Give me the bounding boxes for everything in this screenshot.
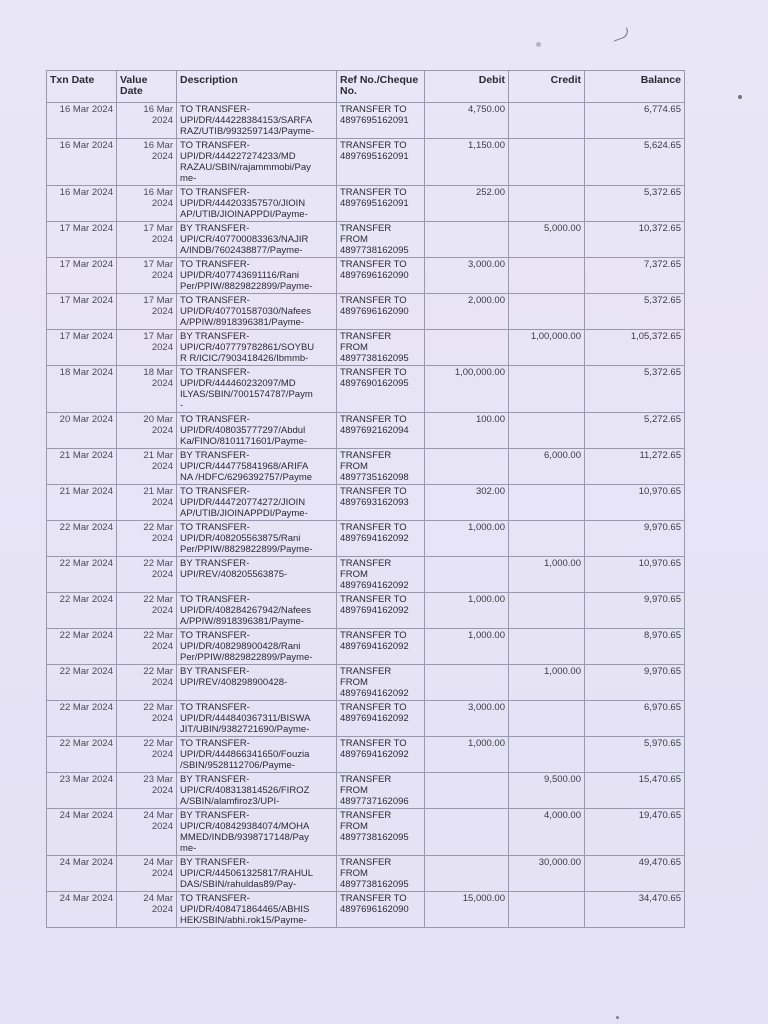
debit-cell: 1,000.00 [425,593,509,629]
debit-cell [425,557,509,593]
table-row [47,294,685,330]
value-date-cell: 17 Mar 2024 [117,294,177,330]
ref-no-cell: TRANSFER TO 4897690162095 [337,366,425,413]
value-date-cell: 22 Mar 2024 [117,737,177,773]
ref-no-cell: TRANSFER FROM 4897694162092 [337,557,425,593]
debit-cell: 302.00 [425,485,509,521]
value-date-cell: 22 Mar 2024 [117,593,177,629]
table-row [47,521,685,557]
description-cell: TO TRANSFER- UPI/DR/408035777297/Abdul Ka/FINO/8101171601/Payme- [177,413,337,449]
txn-date-cell: 22 Mar 2024 [47,593,117,629]
credit-cell [509,258,585,294]
txn-date-cell: 24 Mar 2024 [47,892,117,928]
table-row [47,856,685,892]
description-cell: BY TRANSFER- UPI/REV/408205563875- [177,557,337,593]
credit-cell [509,521,585,557]
debit-cell: 3,000.00 [425,701,509,737]
balance-cell: 6,970.65 [585,701,685,737]
description-cell: TO TRANSFER- UPI/DR/408471864465/ABHIS HEK/SBIN/abhi.rok15/Payme- [177,892,337,928]
description-cell: BY TRANSFER- UPI/CR/444775841968/ARIFA NA /HDFC/6296392757/Payme [177,449,337,485]
ref-no-cell: TRANSFER TO 4897694162092 [337,701,425,737]
scan-speck [738,95,742,99]
table-row [47,258,685,294]
ref-no-cell: TRANSFER FROM 4897738162095 [337,330,425,366]
ref-no-cell: TRANSFER TO 4897694162092 [337,629,425,665]
value-date-cell: 17 Mar 2024 [117,258,177,294]
balance-cell: 9,970.65 [585,593,685,629]
credit-cell [509,629,585,665]
credit-cell: 6,000.00 [509,449,585,485]
balance-cell: 6,774.65 [585,103,685,139]
credit-cell [509,485,585,521]
credit-cell: 1,000.00 [509,665,585,701]
value-date-cell: 24 Mar 2024 [117,809,177,856]
balance-cell: 5,624.65 [585,139,685,186]
description-cell: BY TRANSFER- UPI/CR/445061325817/RAHUL DAS/SBIN/rahuldas89/Pay- [177,856,337,892]
description-cell: BY TRANSFER- UPI/CR/408313814526/FIROZ A/SBIN/alamfiroz3/UPI- [177,773,337,809]
debit-cell: 4,750.00 [425,103,509,139]
debit-cell [425,449,509,485]
statement-table [46,70,685,928]
value-date-cell: 21 Mar 2024 [117,485,177,521]
statement-body [47,103,685,928]
txn-date-cell: 21 Mar 2024 [47,449,117,485]
ref-no-cell: TRANSFER TO 4897695162091 [337,139,425,186]
ref-no-cell: TRANSFER TO 4897694162092 [337,521,425,557]
description-cell: TO TRANSFER- UPI/DR/444460232097/MD ILYAS/SBIN/7001574787/Paym - [177,366,337,413]
credit-cell [509,892,585,928]
txn-date-cell: 23 Mar 2024 [47,773,117,809]
debit-cell: 100.00 [425,413,509,449]
description-cell: TO TRANSFER- UPI/DR/407701587030/Nafees A/PPIW/8918396381/Payme- [177,294,337,330]
txn-date-cell: 20 Mar 2024 [47,413,117,449]
header-value-date: Value Date [117,71,177,103]
header-txn-date: Txn Date [47,71,117,103]
txn-date-cell: 16 Mar 2024 [47,139,117,186]
txn-date-cell: 16 Mar 2024 [47,186,117,222]
txn-date-cell: 17 Mar 2024 [47,222,117,258]
credit-cell [509,701,585,737]
value-date-cell: 23 Mar 2024 [117,773,177,809]
ref-no-cell: TRANSFER TO 4897692162094 [337,413,425,449]
txn-date-cell: 17 Mar 2024 [47,258,117,294]
description-cell: TO TRANSFER- UPI/DR/444720774272/JIOIN AP/UTIB/JIOINAPPDI/Payme- [177,485,337,521]
balance-cell: 5,272.65 [585,413,685,449]
credit-cell [509,186,585,222]
ref-no-cell: TRANSFER FROM 4897694162092 [337,665,425,701]
description-cell: TO TRANSFER- UPI/DR/444840367311/BISWA JIT/UBIN/9382721690/Payme- [177,701,337,737]
ref-no-cell: TRANSFER TO 4897694162092 [337,737,425,773]
ref-no-cell: TRANSFER TO 4897696162090 [337,892,425,928]
balance-cell: 5,372.65 [585,366,685,413]
description-cell: TO TRANSFER- UPI/DR/407743691116/Rani Per/PPIW/8829822899/Payme- [177,258,337,294]
ref-no-cell: TRANSFER TO 4897693162093 [337,485,425,521]
table-row [47,773,685,809]
credit-cell [509,593,585,629]
description-cell: TO TRANSFER- UPI/DR/408298900428/Rani Per/PPIW/8829822899/Payme- [177,629,337,665]
balance-cell: 19,470.65 [585,809,685,856]
ref-no-cell: TRANSFER TO 4897695162091 [337,103,425,139]
value-date-cell: 16 Mar 2024 [117,186,177,222]
table-row [47,593,685,629]
value-date-cell: 17 Mar 2024 [117,222,177,258]
credit-cell [509,103,585,139]
txn-date-cell: 16 Mar 2024 [47,103,117,139]
credit-cell [509,294,585,330]
ref-no-cell: TRANSFER FROM 4897738162095 [337,856,425,892]
value-date-cell: 21 Mar 2024 [117,449,177,485]
description-cell: BY TRANSFER- UPI/CR/408429384074/MOHA MMED/INDB/9398717148/Pay me- [177,809,337,856]
txn-date-cell: 17 Mar 2024 [47,330,117,366]
debit-cell: 1,000.00 [425,521,509,557]
credit-cell: 4,000.00 [509,809,585,856]
ref-no-cell: TRANSFER FROM 4897735162098 [337,449,425,485]
debit-cell [425,222,509,258]
balance-cell: 49,470.65 [585,856,685,892]
balance-cell: 10,970.65 [585,485,685,521]
description-cell: TO TRANSFER- UPI/DR/444866341650/Fouzia /SBIN/9528112706/Payme- [177,737,337,773]
debit-cell [425,665,509,701]
credit-cell [509,366,585,413]
value-date-cell: 24 Mar 2024 [117,892,177,928]
value-date-cell: 16 Mar 2024 [117,103,177,139]
header-credit: Credit [509,71,585,103]
txn-date-cell: 21 Mar 2024 [47,485,117,521]
table-row [47,330,685,366]
description-cell: TO TRANSFER- UPI/DR/444228384153/SARFA RAZ/UTIB/9932597143/Payme- [177,103,337,139]
credit-cell: 1,000.00 [509,557,585,593]
description-cell: TO TRANSFER- UPI/DR/408284267942/Nafees A/PPIW/8918396381/Payme- [177,593,337,629]
balance-cell: 9,970.65 [585,665,685,701]
table-row [47,809,685,856]
txn-date-cell: 22 Mar 2024 [47,557,117,593]
value-date-cell: 18 Mar 2024 [117,366,177,413]
table-row [47,665,685,701]
txn-date-cell: 18 Mar 2024 [47,366,117,413]
table-row [47,139,685,186]
balance-cell: 7,372.65 [585,258,685,294]
header-debit: Debit [425,71,509,103]
header-balance: Balance [585,71,685,103]
balance-cell: 15,470.65 [585,773,685,809]
txn-date-cell: 24 Mar 2024 [47,856,117,892]
table-row [47,186,685,222]
balance-cell: 10,970.65 [585,557,685,593]
ref-no-cell: TRANSFER FROM 4897737162096 [337,773,425,809]
ref-no-cell: TRANSFER TO 4897696162090 [337,294,425,330]
debit-cell: 15,000.00 [425,892,509,928]
table-row [47,222,685,258]
ref-no-cell: TRANSFER TO 4897696162090 [337,258,425,294]
balance-cell: 8,970.65 [585,629,685,665]
ref-no-cell: TRANSFER FROM 4897738162095 [337,809,425,856]
credit-cell: 9,500.00 [509,773,585,809]
ref-no-cell: TRANSFER FROM 4897738162095 [337,222,425,258]
balance-cell: 1,05,372.65 [585,330,685,366]
txn-date-cell: 22 Mar 2024 [47,665,117,701]
txn-date-cell: 17 Mar 2024 [47,294,117,330]
value-date-cell: 16 Mar 2024 [117,139,177,186]
txn-date-cell: 22 Mar 2024 [47,737,117,773]
pen-mark [611,27,630,41]
credit-cell: 5,000.00 [509,222,585,258]
header-description: Description [177,71,337,103]
debit-cell [425,856,509,892]
table-row [47,892,685,928]
credit-cell: 1,00,000.00 [509,330,585,366]
balance-cell: 5,372.65 [585,186,685,222]
debit-cell: 3,000.00 [425,258,509,294]
table-row [47,103,685,139]
value-date-cell: 22 Mar 2024 [117,557,177,593]
value-date-cell: 20 Mar 2024 [117,413,177,449]
table-row [47,701,685,737]
debit-cell [425,773,509,809]
balance-cell: 11,272.65 [585,449,685,485]
ref-no-cell: TRANSFER TO 4897694162092 [337,593,425,629]
description-cell: BY TRANSFER- UPI/CR/407779782861/SOYBU R R/ICIC/7903418426/Ibmmb- [177,330,337,366]
txn-date-cell: 22 Mar 2024 [47,521,117,557]
balance-cell: 34,470.65 [585,892,685,928]
table-row [47,366,685,413]
description-cell: BY TRANSFER- UPI/REV/408298900428- [177,665,337,701]
value-date-cell: 22 Mar 2024 [117,629,177,665]
table-row [47,557,685,593]
balance-cell: 10,372.65 [585,222,685,258]
value-date-cell: 24 Mar 2024 [117,856,177,892]
debit-cell: 252.00 [425,186,509,222]
value-date-cell: 22 Mar 2024 [117,701,177,737]
debit-cell [425,809,509,856]
header-row [47,71,685,103]
value-date-cell: 22 Mar 2024 [117,665,177,701]
ref-no-cell: TRANSFER TO 4897695162091 [337,186,425,222]
description-cell: TO TRANSFER- UPI/DR/408205563875/Rani Per/PPIW/8829822899/Payme- [177,521,337,557]
table-row [47,737,685,773]
credit-cell [509,737,585,773]
description-cell: TO TRANSFER- UPI/DR/444203357570/JIOIN AP/UTIB/JIOINAPPDI/Payme- [177,186,337,222]
header-ref-no: Ref No./Cheque No. [337,71,425,103]
txn-date-cell: 22 Mar 2024 [47,701,117,737]
balance-cell: 5,970.65 [585,737,685,773]
table-row [47,413,685,449]
debit-cell: 2,000.00 [425,294,509,330]
debit-cell: 1,00,000.00 [425,366,509,413]
value-date-cell: 22 Mar 2024 [117,521,177,557]
scan-speck [616,1016,619,1019]
table-row [47,449,685,485]
table-row [47,629,685,665]
balance-cell: 9,970.65 [585,521,685,557]
scan-speck [536,42,541,47]
balance-cell: 5,372.65 [585,294,685,330]
value-date-cell: 17 Mar 2024 [117,330,177,366]
txn-date-cell: 22 Mar 2024 [47,629,117,665]
debit-cell: 1,000.00 [425,737,509,773]
credit-cell [509,413,585,449]
txn-date-cell: 24 Mar 2024 [47,809,117,856]
debit-cell [425,330,509,366]
description-cell: BY TRANSFER- UPI/CR/407700083363/NAJIR A/INDB/7602438877/Payme- [177,222,337,258]
debit-cell: 1,150.00 [425,139,509,186]
debit-cell: 1,000.00 [425,629,509,665]
credit-cell: 30,000.00 [509,856,585,892]
table-row [47,485,685,521]
credit-cell [509,139,585,186]
description-cell: TO TRANSFER- UPI/DR/444227274233/MD RAZAU/SBIN/rajammmobi/Pay me- [177,139,337,186]
